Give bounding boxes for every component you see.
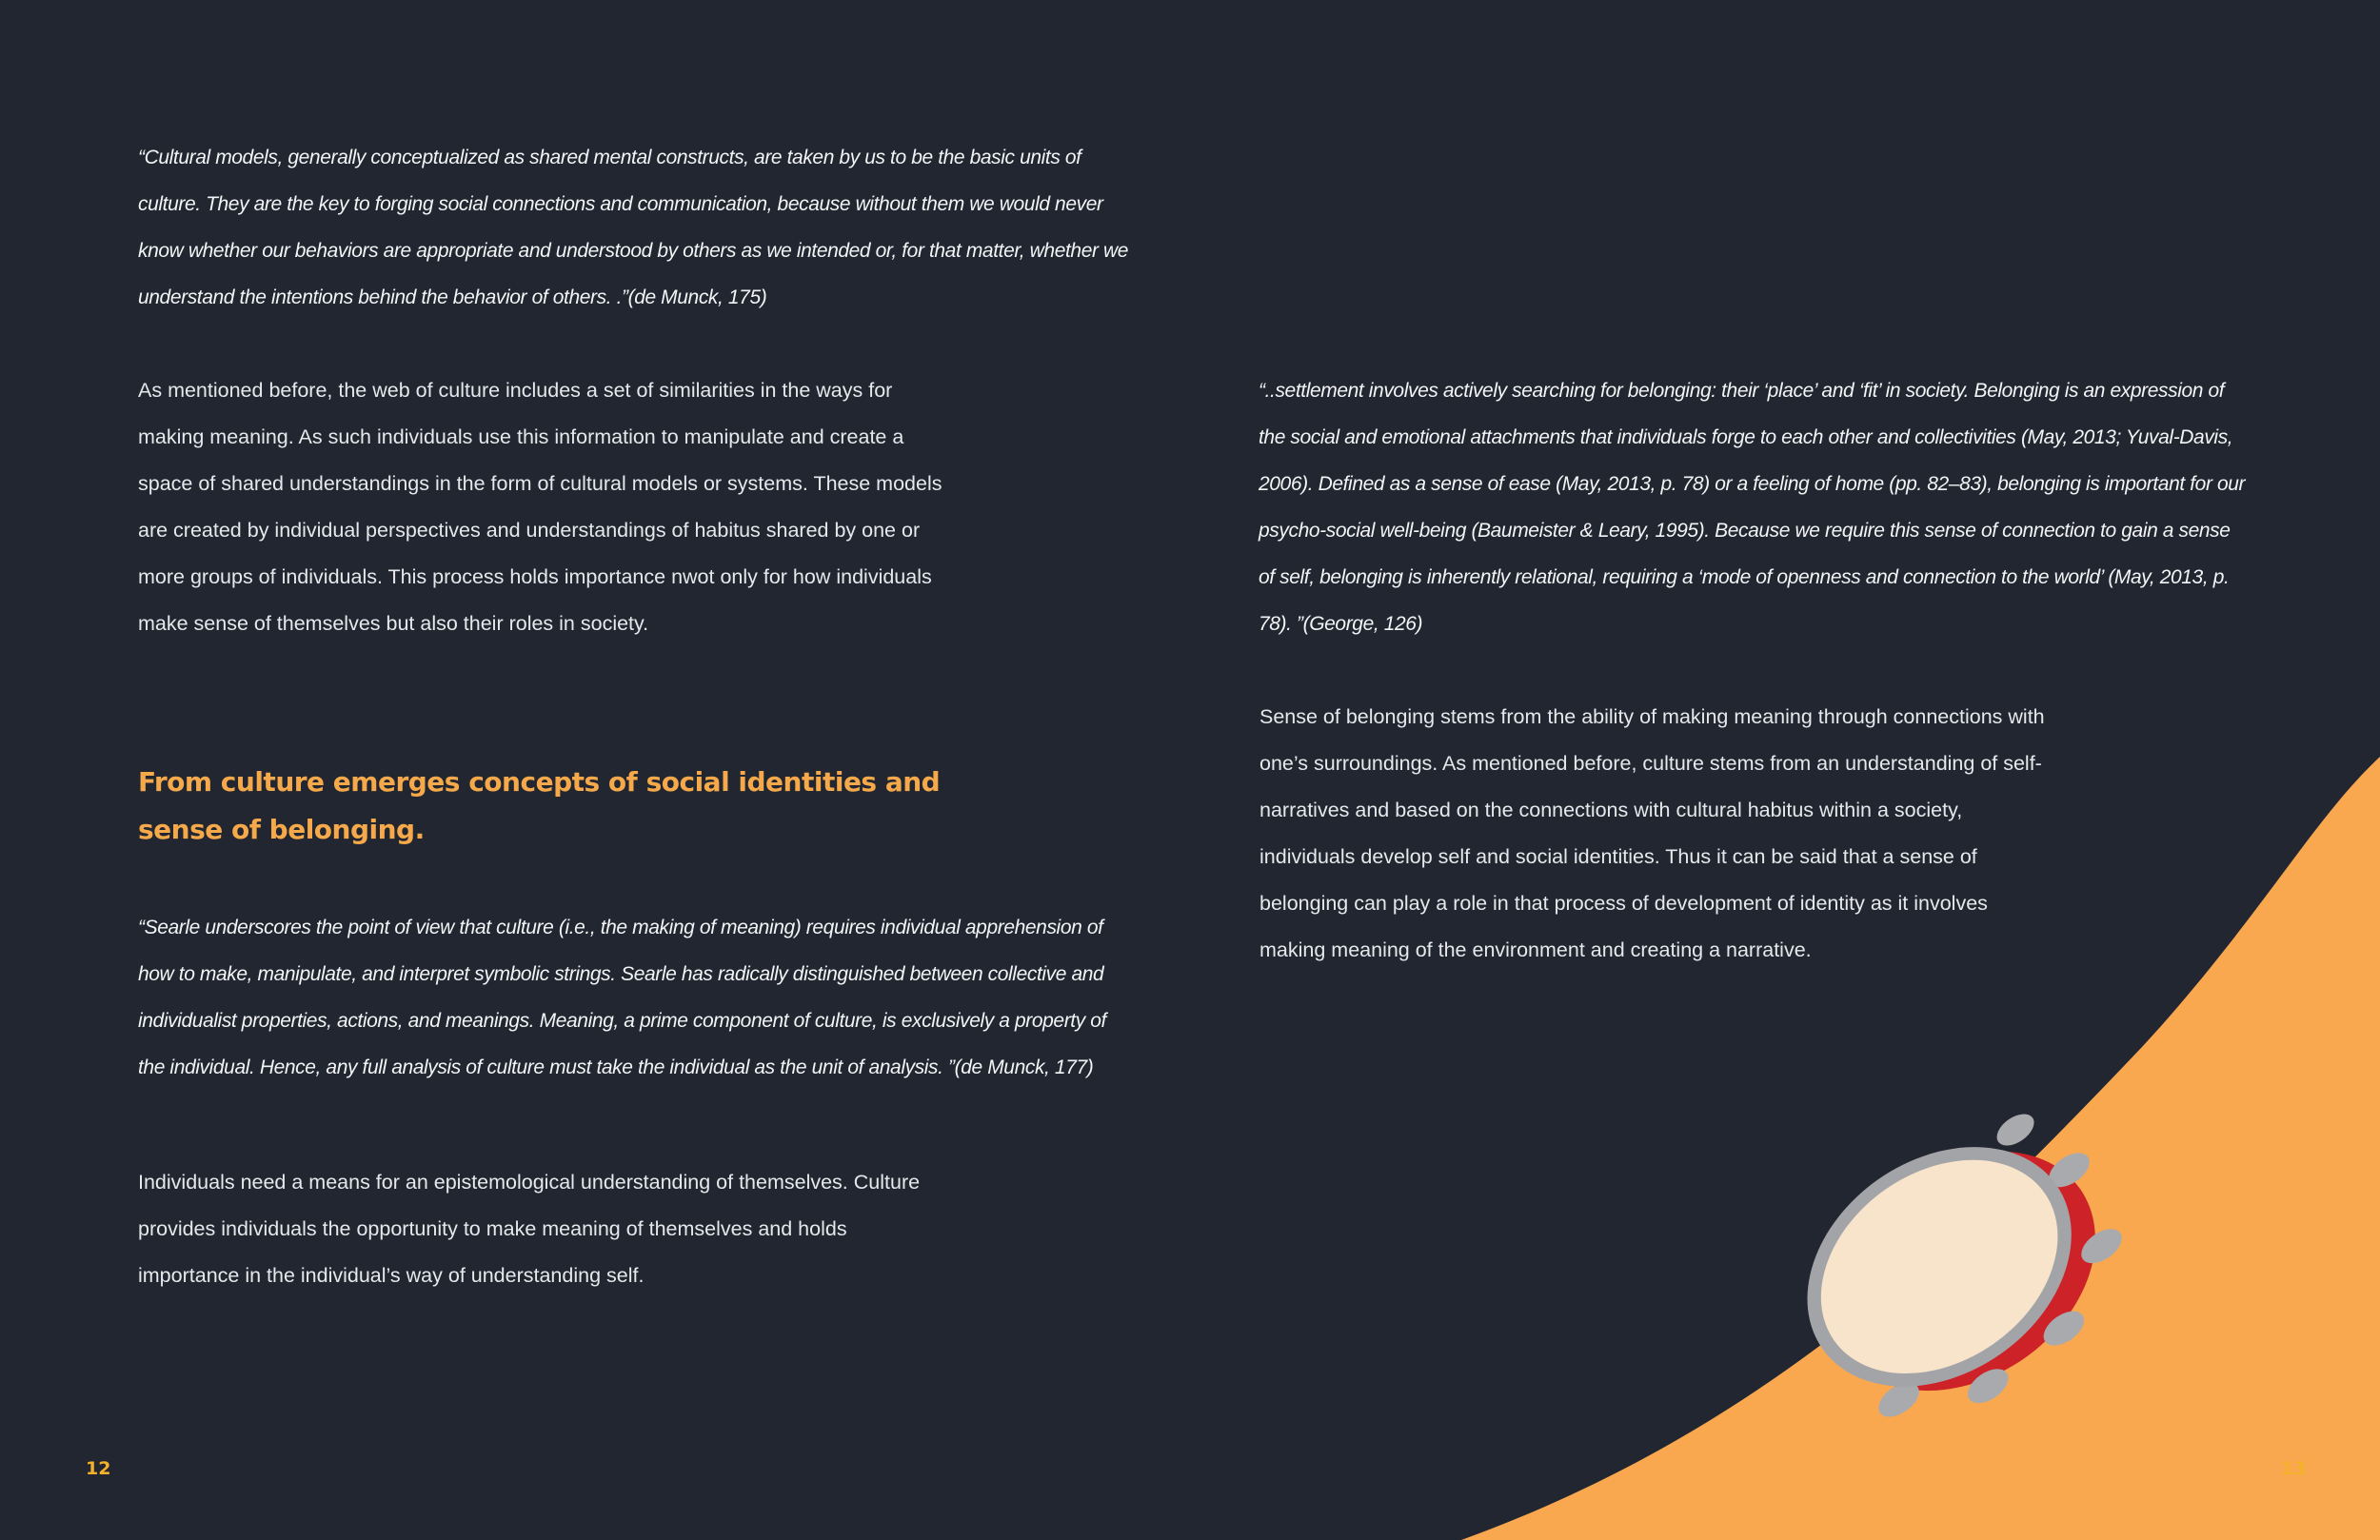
page-number-right: 13	[2281, 1458, 2307, 1479]
paragraph-web-of-culture: As mentioned before, the web of culture includes a set of similarities in the ways for making meaning. As such individuals use this information to manipulate and create a space of shared understandings in the form of cultural models or systems. These models are created by individual perspectives and understandings of habitus shared by one or more groups of individuals. This process holds importance nwot only for how individuals make sense of themselves but also their roles in society.	[138, 379, 942, 635]
page-number-left: 12	[86, 1458, 111, 1479]
quote-george-126: “..settlement involves actively searching for belonging: their ‘place’ and ‘fit’ in society. Belonging is an expression of the social and emotional attachments that individuals forge to each other and collectivities (May, 2013; Yuval-Davis, 2006). Defined as a sense of ease (May, 2013, p. 78) or a feeling of home (pp. 82–83), belonging is important for our psycho-social well-being (Baumeister & Leary, 1995). Because we require this sense of connection to gain a sense of self, belonging is inherently relational, requiring a ‘mode of openness and connection to the world’ (May, 2013, p. 78). ”(George, 126)	[1259, 380, 2246, 635]
quote-de-munck-175: “Cultural models, generally conceptualized as shared mental constructs, are taken by us to be the basic units of culture. They are the key to forging social connections and communication, because without them we would never know whether our behaviors are appropriate and understood by others as we intended or, for that matter, whether we understand the intentions behind the behavior of others. .”(de Munck, 175)	[138, 147, 1129, 308]
paragraph-epistemological-understanding: Individuals need a means for an epistemological understanding of themselves. Culture provides individuals the opportunity to make meaning of themselves and holds importance in the individual’s way of understanding self.	[138, 1171, 921, 1287]
section-heading: From culture emerges concepts of social identities and sense of belonging.	[138, 766, 941, 845]
quote-de-munck-177: “Searle underscores the point of view that culture (i.e., the making of meaning) requires individual apprehension of how to make, manipulate, and interpret symbolic strings. Searle has radically distinguished between collective and individualist properties, actions, and meanings. Meaning, a prime component of culture, is exclusively a property of the individual. Hence, any full analysis of culture must take the individual as the unit of analysis. ”(de Munck, 177)	[138, 917, 1106, 1078]
paragraph-sense-of-belonging: Sense of belonging stems from the ability of making meaning through connections with one’s surroundings. As mentioned before, culture stems from an understanding of self- narratives and based on the connections with cultural habitus within a society, individuals develop self and social identities. Thus it can be said that a sense of belonging can play a role in that process of development of identity as it involves making meaning of the environment and creating a narrative.	[1259, 705, 2045, 961]
